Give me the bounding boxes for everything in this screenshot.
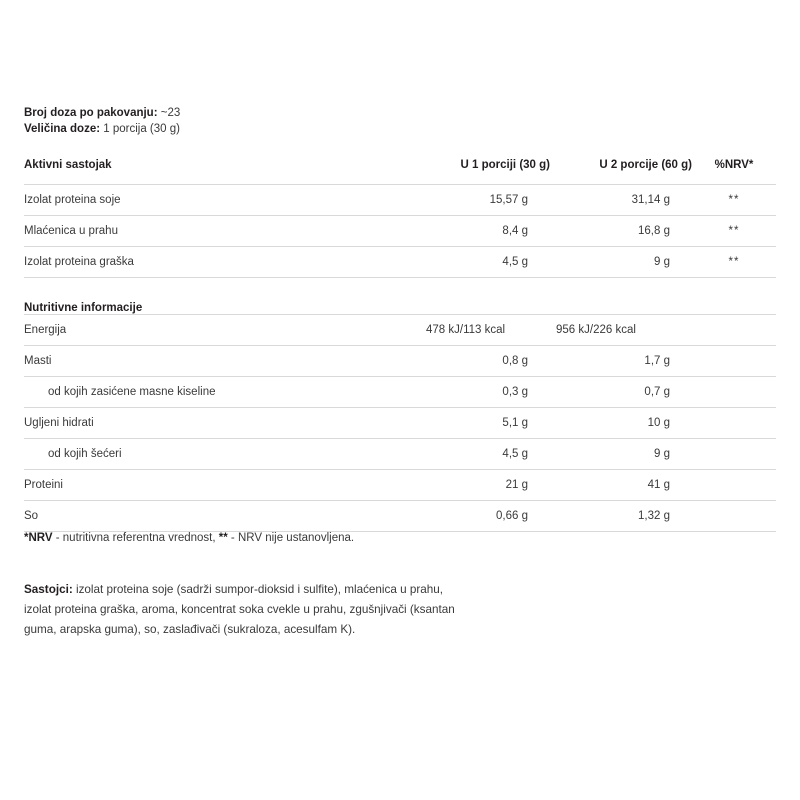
column-header-one-serving: U 1 porciji (30 g) <box>460 159 550 171</box>
row-label: Proteini <box>24 470 420 501</box>
row-value-one: 5,1 g <box>420 408 550 439</box>
nrv-stars: ** <box>218 532 228 544</box>
row-value-one: 21 g <box>420 470 550 501</box>
column-header-nrv: %NRV* <box>714 159 754 171</box>
ingredients-text: izolat proteina soje (sadrži sumpor-dioksid i sulfite), mlaćenica u prahu, izolat proteina graška, aroma, koncentrat soka cvekle u prahu, zgušnjivači (ksantan guma, arapska guma), so, zaslađivači (sukraloza, acesulfam K). <box>24 583 455 636</box>
serving-size-value: 1 porcija (30 g) <box>103 123 180 135</box>
row-value-two: 1,7 g <box>550 346 692 377</box>
row-value-two: 10 g <box>550 408 692 439</box>
row-value-two: 16,8 g <box>550 216 692 247</box>
row-value-nrv: ** <box>692 216 776 247</box>
row-value-two: 9 g <box>550 439 692 470</box>
nrv-footnote-text: - nutritivna referentna vrednost, <box>52 532 219 544</box>
row-value-nrv <box>692 315 776 346</box>
table-body <box>24 185 776 533</box>
row-label <box>24 439 420 470</box>
table-row <box>24 315 776 346</box>
table-row <box>24 439 776 470</box>
table-header-row <box>24 152 776 185</box>
section-heading-row <box>24 278 776 315</box>
serving-info <box>24 105 180 137</box>
row-value-two: 956 kJ/226 kcal <box>550 315 692 346</box>
row-value-one: 0,3 g <box>420 377 550 408</box>
row-value-nrv <box>692 377 776 408</box>
row-value-two: 1,32 g <box>550 501 692 532</box>
row-value-nrv <box>692 408 776 439</box>
row-label: Mlaćenica u prahu <box>24 216 420 247</box>
table-row <box>24 501 776 532</box>
table-row <box>24 408 776 439</box>
row-label: Izolat proteina soje <box>24 185 420 216</box>
row-value-nrv <box>692 439 776 470</box>
row-label: Izolat proteina graška <box>24 247 420 278</box>
row-value-one: 15,57 g <box>420 185 550 216</box>
serving-size-label: Veličina doze: <box>24 123 101 135</box>
row-value-two: 0,7 g <box>550 377 692 408</box>
serving-size <box>24 121 180 137</box>
row-label: Energija <box>24 315 420 346</box>
table-row <box>24 470 776 501</box>
table-row <box>24 216 776 247</box>
row-value-two: 31,14 g <box>550 185 692 216</box>
column-header-ingredient: Aktivni sastojak <box>24 159 112 171</box>
nrv-footnote-text-2: - NRV nije ustanovljena. <box>227 532 355 544</box>
row-value-one: 4,5 g <box>420 247 550 278</box>
row-value-nrv <box>692 470 776 501</box>
row-label <box>24 377 420 408</box>
nrv-footnote <box>24 530 424 546</box>
table-row <box>24 346 776 377</box>
row-value-one: 0,8 g <box>420 346 550 377</box>
section-title: Nutritivne informacije <box>24 278 776 315</box>
row-value-one: 0,66 g <box>420 501 550 532</box>
table-row <box>24 377 776 408</box>
row-value-one: 478 kJ/113 kcal <box>420 315 550 346</box>
row-value-nrv: ** <box>692 185 776 216</box>
nutrition-table <box>24 152 776 532</box>
row-value-one: 4,5 g <box>420 439 550 470</box>
row-label: Ugljeni hidrati <box>24 408 420 439</box>
table-row <box>24 185 776 216</box>
row-label-text: od kojih zasićene masne kiseline <box>48 386 216 398</box>
row-value-nrv <box>692 346 776 377</box>
table-row <box>24 247 776 278</box>
row-value-nrv: ** <box>692 247 776 278</box>
servings-per-container <box>24 105 180 121</box>
nrv-abbr: *NRV <box>24 532 53 544</box>
servings-per-container-label: Broj doza po pakovanju: <box>24 107 158 119</box>
row-value-nrv <box>692 501 776 532</box>
row-value-one: 8,4 g <box>420 216 550 247</box>
ingredients-paragraph <box>24 580 470 640</box>
servings-per-container-value: ~23 <box>160 107 181 119</box>
row-label: Masti <box>24 346 420 377</box>
ingredients-label: Sastojci: <box>24 583 73 596</box>
column-header-two-servings: U 2 porcije (60 g) <box>599 159 692 171</box>
row-value-two: 41 g <box>550 470 692 501</box>
row-label-text: od kojih šećeri <box>48 448 122 460</box>
row-label: So <box>24 501 420 532</box>
row-value-two: 9 g <box>550 247 692 278</box>
